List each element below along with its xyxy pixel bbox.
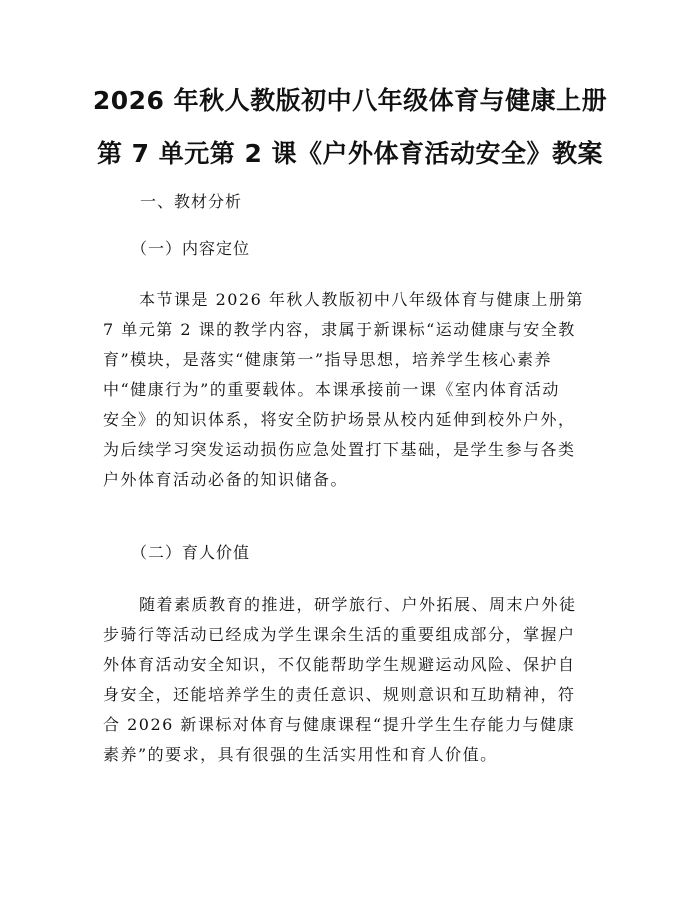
paragraph-line: 育”模块，是落实“健康第一”指导思想，培养学生核心素养 — [103, 350, 553, 369]
paragraph-line: 安全》的知识体系，将安全防护场景从校内延伸到校外户外， — [103, 410, 576, 429]
paragraph-line: 为后续学习突发运动损伤应急处置打下基础，是学生参与各类 — [103, 440, 576, 459]
paragraph-line: 步骑行等活动已经成为学生课余生活的重要组成部分，掌握户 — [103, 625, 576, 644]
subsection-heading-content-positioning: （一）内容定位 — [131, 239, 251, 258]
paragraph-line: 合 2026 新课标对体育与健康课程“提升学生生存能力与健康 — [103, 715, 576, 734]
paragraph-educational-value — [103, 590, 597, 770]
paragraph-line: 素养”的要求，具有很强的生活实用性和育人价值。 — [103, 745, 498, 764]
paragraph-line: 本节课是 2026 年秋人教版初中八年级体育与健康上册第 — [139, 290, 584, 309]
paragraph-line: 随着素质教育的推进，研学旅行、户外拓展、周末户外徒 — [139, 595, 577, 614]
document-title-line-2: 第 7 单元第 2 课《户外体育活动安全》教案 — [96, 139, 604, 168]
paragraph-line: 中“健康行为”的重要载体。本课承接前一课《室内体育活动 — [103, 380, 560, 399]
section-heading-teaching-material-analysis: 一、教材分析 — [140, 192, 243, 211]
paragraph-line: 外体育活动安全知识，不仅能帮助学生规避运动风险、保护自 — [103, 655, 576, 674]
document-title-line-1: 2026 年秋人教版初中八年级体育与健康上册 — [92, 86, 608, 115]
paragraph-line: 7 单元第 2 课的教学内容，隶属于新课标“运动健康与安全教 — [103, 320, 576, 339]
paragraph-line: 户外体育活动必备的知识储备。 — [103, 470, 349, 489]
subsection-heading-educational-value: （二）育人价值 — [131, 543, 251, 562]
paragraph-content-positioning — [103, 285, 597, 495]
paragraph-line: 身安全，还能培养学生的责任意识、规则意识和互助精神，符 — [103, 685, 576, 704]
